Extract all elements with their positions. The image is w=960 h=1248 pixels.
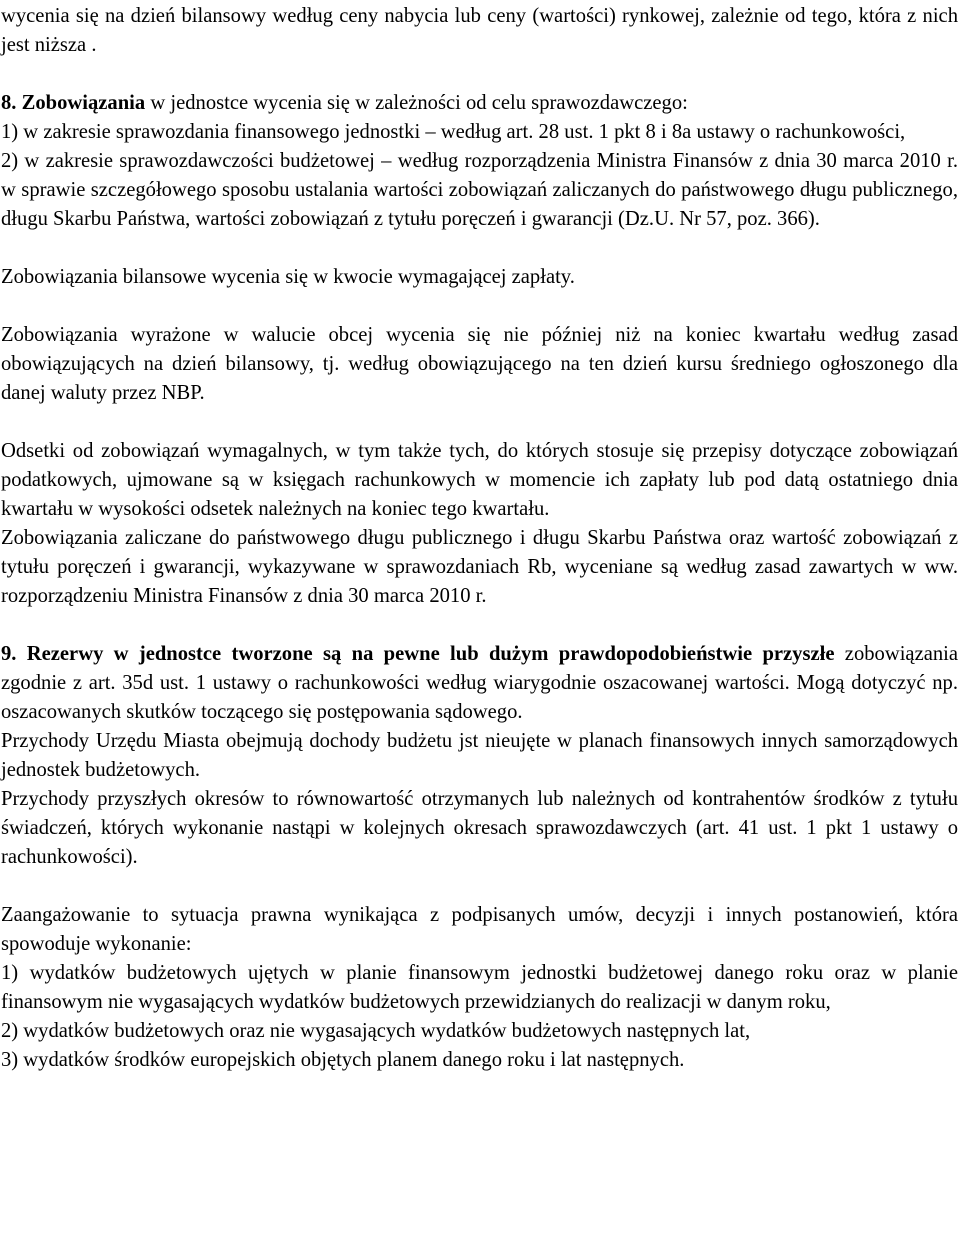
engagement-intro: Zaangażowanie to sytuacja prawna wynikająca z podpisanych umów, decyzji i innych postanowień, która spowoduje wykonanie: xyxy=(1,904,958,955)
intro-paragraph xyxy=(1,2,958,60)
balance-liabilities-paragraph: Zobowiązania bilansowe wycenia się w kwocie wymagającej zapłaty. xyxy=(1,266,575,288)
engagement-item-1: 1) wydatków budżetowych ujętych w planie finansowym jednostki budżetowej danego roku oraz w planie finansowym nie wygasających wydatków budżetowych przewidzianych do realizacji w danym roku, xyxy=(1,962,958,1013)
section-8 xyxy=(1,89,958,611)
intro-text: wycenia się na dzień bilansowy według ceny nabycia lub ceny (wartości) rynkowej, zależnie od tego, która z nich jest niższa . xyxy=(1,5,958,56)
section-8-heading-rest: w jednostce wycenia się w zależności od celu sprawozdawczego: xyxy=(145,92,688,114)
future-income-paragraph: Przychody przyszłych okresów to równowartość otrzymanych lub należnych od kontrahentów środków z tytułu świadczeń, których wykonanie nastąpi w kolejnych okresach sprawozdawczych (art. 41 ust. 1 pkt 1 ustawy o rachunkowości). xyxy=(1,788,958,868)
section-8-item-2: 2) w zakresie sprawozdawczości budżetowej – według rozporządzenia Ministra Finansów z dnia 30 marca 2010 r. w sprawie szczegółowego sposobu ustalania wartości zobowiązań zaliczanych do państwowego długu publicznego, długu Skarbu Państwa, wartości zobowiązań z tytułu poręczeń i gwarancji (Dz.U. Nr 57, poz. 366). xyxy=(1,150,958,230)
section-8-number: 8. xyxy=(1,92,17,114)
foreign-currency-paragraph: Zobowiązania wyrażone w walucie obcej wycenia się nie później niż na koniec kwartału według zasad obowiązujących na dzień bilansowy, tj. według obowiązującego na ten dzień kursu średniego ogłoszonego dla danej waluty przez NBP. xyxy=(1,324,958,404)
section-9-heading xyxy=(1,640,958,727)
engagement-item-3: 3) wydatków środków europejskich objętych planem danego roku i lat następnych. xyxy=(1,1049,685,1071)
section-8-heading xyxy=(1,89,958,118)
section-8-item-1: 1) w zakresie sprawozdania finansowego jednostki – według art. 28 ust. 1 pkt 8 i 8a ustawy o rachunkowości, xyxy=(1,121,906,143)
section-8-title: Zobowiązania xyxy=(21,92,146,114)
engagement-section xyxy=(1,901,958,1075)
section-9-number: 9. xyxy=(1,643,17,665)
interest-paragraph: Odsetki od zobowiązań wymagalnych, w tym także tych, do których stosuje się przepisy dotyczące zobowiązań podatkowych, ujmowane są w księgach rachunkowych w momencie ich zapłaty lub pod datą ostatniego dnia kwartału w wysokości odsetek należnych na koniec tego kwartału. xyxy=(1,440,958,520)
public-debt-paragraph: Zobowiązania zaliczane do państwowego długu publicznego i długu Skarbu Państwa oraz wartość zobowiązań z tytułu poręczeń i gwarancji, wykazywane w sprawozdaniach Rb, wyceniane są według zasad zawartych w ww. rozporządzeniu Ministra Finansów z dnia 30 marca 2010 r. xyxy=(1,527,958,607)
section-9-title: Rezerwy w jednostce tworzone są na pewne lub dużym prawdopodobieństwie przyszłe xyxy=(26,643,835,665)
section-9-heading-rest: zobowiązania zgodnie z art. 35d ust. 1 ustawy o rachunkowości według wiarygodnie oszacowanej wartości. Mogą dotyczyć np. oszacowanych skutków toczącego się postępowania sądowego. xyxy=(1,643,959,723)
city-income-paragraph: Przychody Urzędu Miasta obejmują dochody budżetu jst nieujęte w planach finansowych innych samorządowych jednostek budżetowych. xyxy=(1,730,958,781)
engagement-item-2: 2) wydatków budżetowych oraz nie wygasających wydatków budżetowych następnych lat, xyxy=(1,1020,751,1042)
section-9 xyxy=(1,640,958,872)
